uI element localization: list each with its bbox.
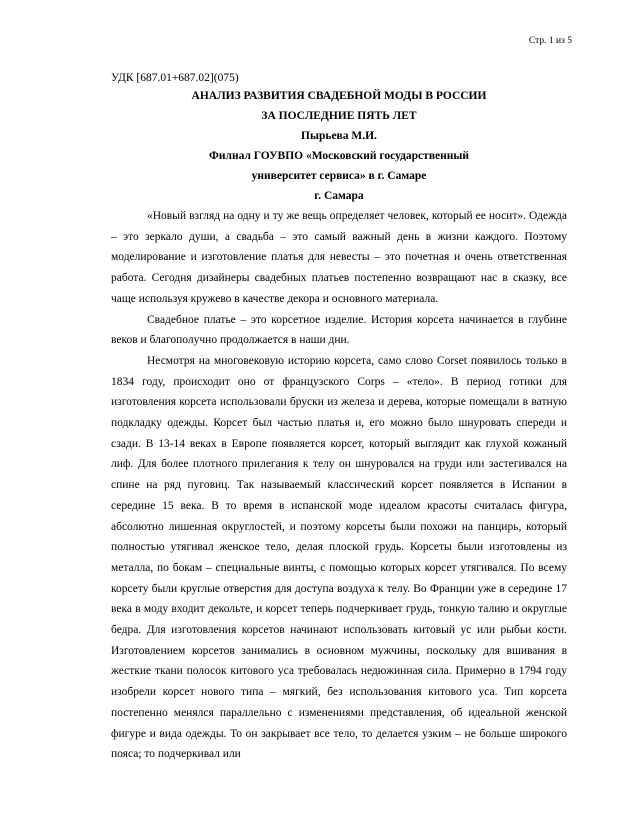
paragraph: Свадебное платье – это корсетное изделие. История корсета начинается в глубине веков и благополучно продолжается в наши дни. (111, 313, 567, 347)
affiliation-line-1: Филиал ГОУВПО «Московский государственный (209, 150, 469, 162)
udk-code: УДК [687.01+687.02](075) (111, 72, 239, 84)
author-name: Пырьева М.И. (301, 130, 377, 142)
title-line-2: ЗА ПОСЛЕДНИЕ ПЯТЬ ЛЕТ (261, 110, 417, 122)
affiliation-line-2: университет сервиса» в г. Самаре (251, 170, 427, 182)
paragraph: Несмотря на многовековую историю корсета, само слово Corset появилось только в 1834 году, происходит оно от французского Corps – «тело». В период готики для изготовления корсета использовали бруски из железа и дерева, которые помещали в ватную подкладку одежды. Корсет был частью платья и, его можно было шнуровать спереди и сзади. В 13-14 веках в Европе появляется корсет, который выглядит как глухой кожаный лиф. Для более плотного прилегания к телу он шнуровался на груди или застегивался на спине на ряд пуговиц. Так называемый классический корсет появляется в Испании в середине 15 века. В то время в испанской моде идеалом красоты считалась фигура, абсолютно лишенная округлостей, и поэтому корсеты были похожи на панцирь, который полностью утягивал женское тело, делая плоской грудь. Корсеты были изготовлены из металла, по бокам – специальные винты, с помощью которых корсет утягивался. По всему корсету были круглые отверстия для доступа воздуха к телу. Во Франции уже в середине 17 века в моду входит декольте, и корсет теперь подчеркивает грудь, тонкую талию и округлые бедра. Для изготовления корсетов начинают использовать китовый ус или рыбьи кости. Изготовлением корсетов занимались в основном мужчины, поскольку для вшивания в жесткие ткани полосок китового уса требовалась недюжинная сила. Примерно в 1794 году изобрели корсет нового типа – мягкий, без использования китового уса. Тип корсета постепенно менялся параллельно с изменениями представления, об идеальной женской фигуре и вида одежды. То он закрывает все тело, то делается узким – не больше широкого пояса; то подчеркивал или (111, 354, 567, 761)
page-number: Стр. 1 из 5 (528, 36, 572, 46)
title-line-1: АНАЛИЗ РАЗВИТИЯ СВАДЕБНОЙ МОДЫ В РОССИИ (191, 90, 487, 102)
article-title (111, 86, 567, 206)
affiliation-city: г. Самара (314, 190, 364, 202)
article-body (111, 206, 567, 765)
paragraph: «Новый взгляд на одну и ту же вещь определяет человек, который ее носит». Одежда – это зеркало души, а свадьба – это самый важный день в жизни каждого. Поэтому моделирование и изготовление платья для невесты – это почетная и очень ответственная работа. Сегодня дизайнеры свадебных платьев постепенно возвращают нас в сказку, все чаще используя кружево в качестве декора и основного материала. (111, 210, 567, 305)
